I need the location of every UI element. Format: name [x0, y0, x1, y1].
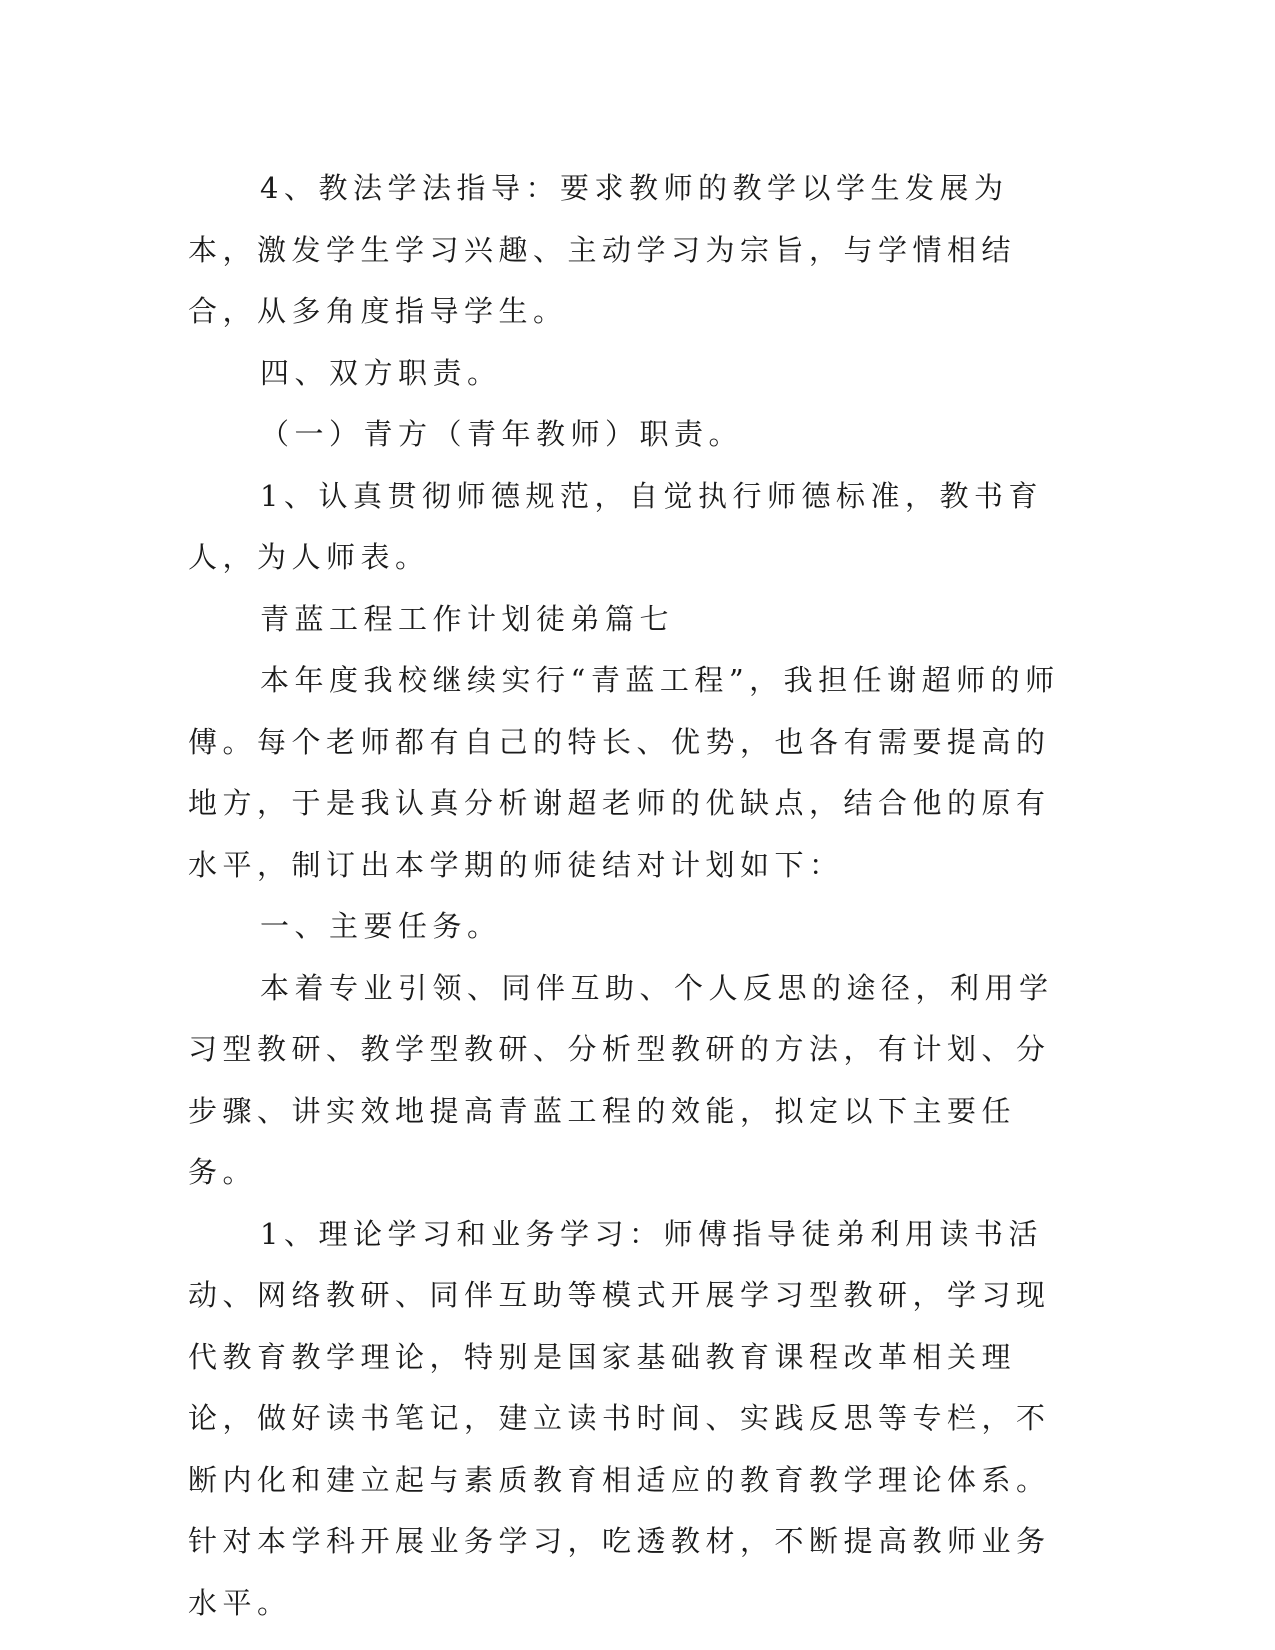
subheading-young-teacher-duties: （一）青方（青年教师）职责。 [260, 417, 744, 451]
paragraph-theory-and-business-study: 1、理论学习和业务学习：师傅指导徒弟利用读书活动、网络教研、同伴互助等模式开展学习型教研，学习现代教育教学理论，特别是国家基础教育课程改革相关理论，做好读书笔记，建立读书时间、实践反思等专栏，不断内化和建立起与素质教育相适应的教育教学理论体系。针对本学科开展业务学习，吃透教材，不断提高教师业务水平。 [188, 1216, 1051, 1620]
paragraph-plan-introduction: 本年度我校继续实行“青蓝工程”，我担任谢超师的师傅。每个老师都有自己的特长、优势，也各有需要提高的地方，于是我认真分析谢超老师的优缺点，结合他的原有水平，制订出本学期的师徒结对计划如下： [188, 663, 1060, 882]
paragraph-teaching-method-guidance: 4、教法学法指导：要求教师的教学以学生发展为本，激发学生学习兴趣、主动学习为宗旨，与学情相结合，从多角度指导学生。 [188, 171, 1017, 328]
document-body [188, 158, 1068, 1634]
heading-main-tasks: 一、主要任务。 [260, 909, 502, 943]
paragraph-main-tasks-description: 本着专业引领、同伴互助、个人反思的途径，利用学习型教研、教学型教研、分析型教研的方法，有计划、分步骤、讲实效地提高青蓝工程的效能，拟定以下主要任务。 [188, 970, 1054, 1189]
paragraph-teacher-ethics: 1、认真贯彻师德规范，自觉执行师德标准，教书育人，为人师表。 [188, 478, 1043, 574]
section-title-apprentice-plan-seven: 青蓝工程工作计划徒弟篇七 [260, 601, 675, 636]
heading-both-parties-duties: 四、双方职责。 [260, 355, 502, 390]
